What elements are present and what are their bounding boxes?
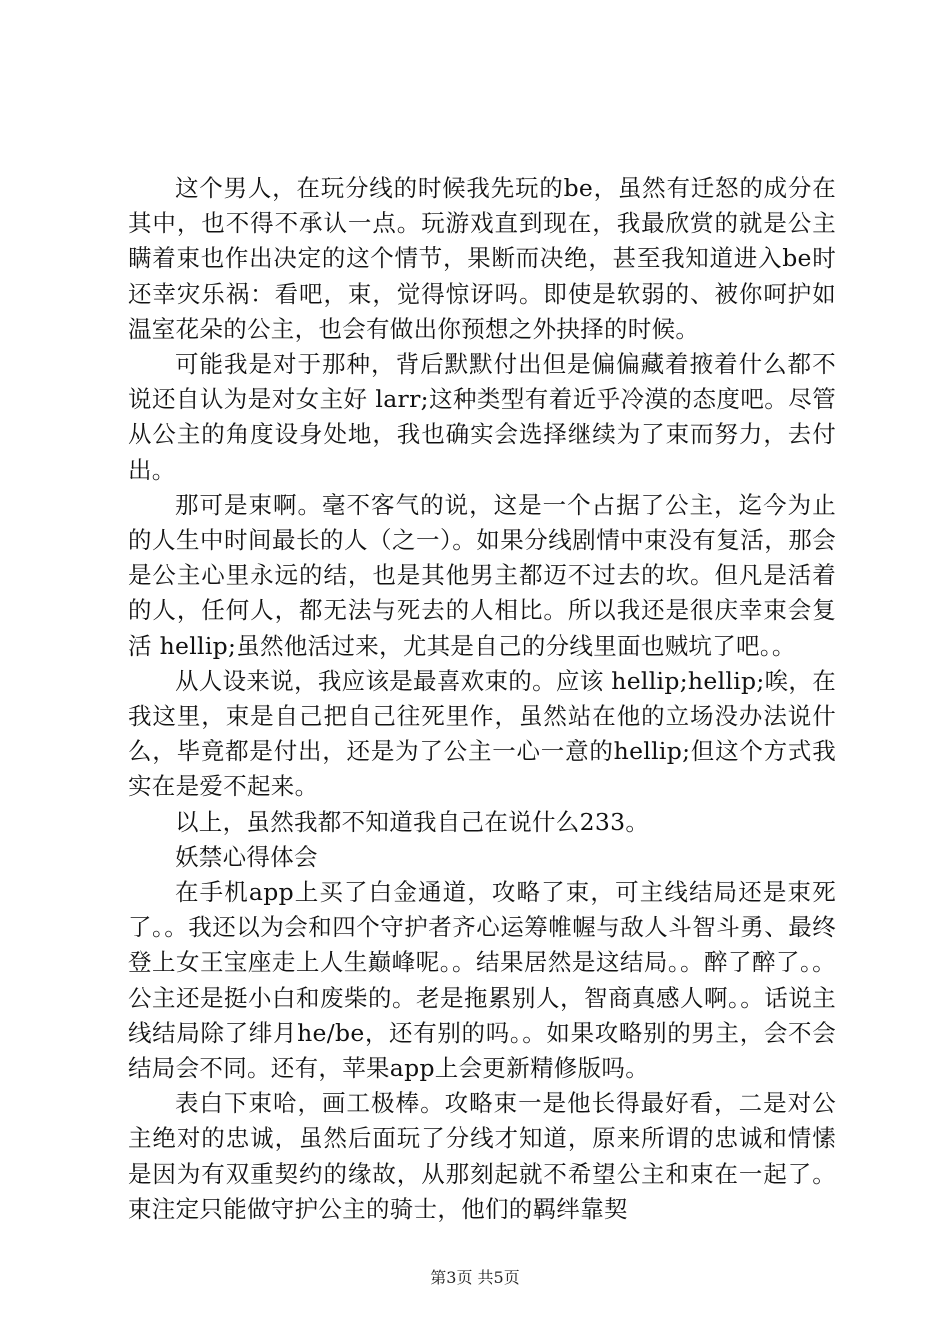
paragraph-2: 可能我是对于那种，背后默默付出但是偏偏藏着掖着什么都不说还自认为是对女主好 larr;这种类型有着近乎冷漠的态度吧。尽管从公主的角度设身处地，我也确实会选择继续为了束而努力，去付出。 [128,350,836,484]
document-body [128,171,836,1227]
paragraph-4: 从人设来说，我应该是最喜欢束的。应该 hellip;hellip;唉，在我这里，束是自己把自己往死里作，虽然站在他的立场没办法说什么，毕竟都是付出，还是为了公主一心一意的hellip;但这个方式我实在是爱不起来。 [128,666,836,801]
page-footer: 第3页 共5页 [430,1268,520,1287]
paragraph-5: 以上，虽然我都不知道我自己在说什么233。 [175,807,650,836]
paragraph-3: 那可是束啊。毫不客气的说，这是一个占据了公主，迄今为止的人生中时间最长的人（之一）。如果分线剧情中束没有复活，那会是公主心里永远的结，也是其他男主都迈不过去的坎。但凡是活着的人，任何人，都无法与死去的人相比。所以我还是很庆幸束会复活 hellip;虽然他活过来，尤其是自己的分线里面也贼坑了吧。。 [128,490,836,660]
paragraph-6: 在手机app上买了白金通道，攻略了束，可主线结局还是束死了。。我还以为会和四个守护者齐心运筹帷幄与敌人斗智斗勇、最终登上女王宝座走上人生巅峰呢。。结果居然是这结局。。醉了醉了。。公主还是挺小白和废柴的。老是拖累别人，智商真感人啊。。话说主线结局除了绯月he/be，还有别的吗。。如果攻略别的男主，会不会结局会不同。还有，苹果app上会更新精修版吗。 [128,878,836,1083]
section-heading: 妖禁心得体会 [175,842,318,871]
paragraph-1: 这个男人，在玩分线的时候我先玩的be，虽然有迁怒的成分在其中，也不得不承认一点。玩游戏直到现在，我最欣赏的就是公主瞒着束也作出决定的这个情节，果断而决绝，甚至我知道进入be时还幸灾乐祸：看吧，束，觉得惊讶吗。即使是软弱的、被你呵护如温室花朵的公主，也会有做出你预想之外抉择的时候。 [128,174,836,343]
paragraph-7: 表白下束哈，画工极棒。攻略束一是他长得最好看，二是对公主绝对的忠诚，虽然后面玩了分线才知道，原来所谓的忠诚和情愫是因为有双重契约的缘故，从那刻起就不希望公主和束在一起了。束注定只能做守护公主的骑士，他们的羁绊靠契 [128,1089,836,1223]
